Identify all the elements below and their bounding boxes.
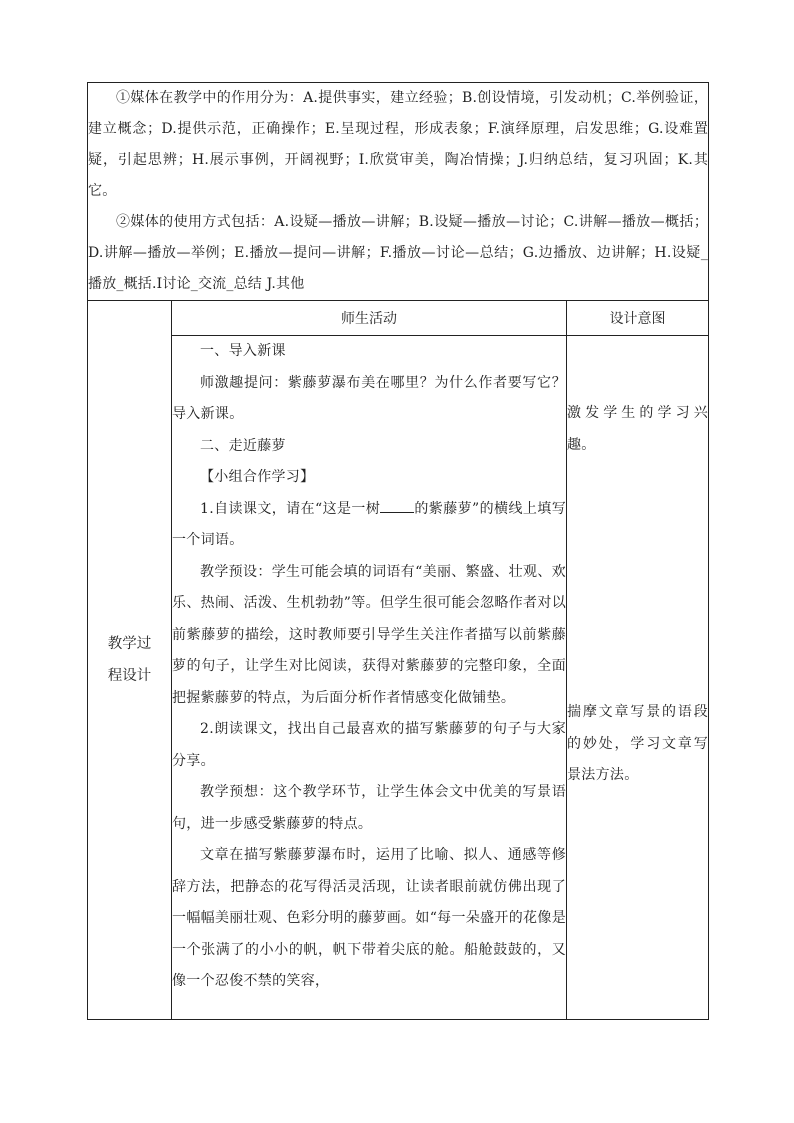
media-notes-cell: [88, 83, 709, 301]
activity-p3: 二、走近藤萝: [200, 437, 286, 454]
intro-row: [88, 83, 709, 301]
intent-2: 揣摩文章写景的语段的妙处，学习文章写景法方法。: [567, 704, 709, 783]
lesson-plan-sheet: [87, 82, 708, 1020]
header-row: [88, 301, 709, 336]
activity-p8: 教学预想：这个教学环节，让学生体会文中优美的写景语句，进一步感受紫藤萝的特点。: [172, 784, 566, 832]
activity-p1: 一、导入新课: [200, 343, 286, 359]
activity-p6: 教学预设：学生可能会填的词语有“美丽、繁盛、壮观、欢乐、热闹、活泼、生机勃勃”等。但学生很可能会忽略作者对以前紫藤萝的描绘，这时教师要引导学生关注作者描写以前紫藤萝的句子，让学生对比阅读，获得对紫藤萝的完整印象，全面把握紫藤萝的特点，为后面分析作者情感变化做铺垫。: [172, 563, 566, 706]
row-label-cell: [88, 301, 172, 1020]
content-row: [88, 336, 709, 1020]
row-label: 教学过程设计: [107, 636, 152, 684]
activity-p7: 2.朗读课文，找出自己最喜欢的描写紫藤萝的句子与大家分享。: [172, 721, 566, 769]
lesson-plan-table: [87, 82, 709, 1020]
fill-blank-line: [380, 498, 414, 513]
activity-p4: 【小组合作学习】: [200, 469, 315, 485]
activity-p5-start: 1.自读课文，请在“这是一树: [200, 500, 381, 517]
activity-header: 师生活动: [172, 301, 567, 336]
activity-p9: 文章在描写紫藤萝瀑布时，运用了比喻、拟人、通感等修辞方法，把静态的花写得活灵活现，让读者眼前就仿佛出现了一幅幅美丽壮观、色彩分明的藤萝画。如“每一朵盛开的花像是一个张满了的小小的帆，帆下带着尖底的舱。船舱鼓鼓的，又像一个忍俊不禁的笑容，: [172, 847, 566, 989]
media-usage-text: ②媒体的使用方式包括：A.设疑—播放—讲解；B.设疑—播放—讨论；C.讲解—播放—概括；D.讲解—播放—举例；E.播放—提问—讲解；F.播放—讨论—总结；G.边播放、边讲解；H.设疑_播放_概括.I讨论_交流_总结 J.其他: [88, 214, 709, 292]
intent-cell: [567, 336, 709, 1020]
intent-1: 激发学生的学习兴趣。: [567, 405, 709, 453]
activity-p5: [172, 494, 566, 557]
activity-cell: [172, 336, 567, 1020]
activity-p2: 师激趣提问：紫藤萝瀑布美在哪里？为什么作者要写它？导入新课。: [172, 374, 566, 422]
activity-p5-end: 的紫藤萝”的横线上填写一个词语。: [172, 500, 566, 548]
intent-header: 设计意图: [567, 301, 709, 336]
media-roles-text: ①媒体在教学中的作用分为：A.提供事实，建立经验；B.创设情境，引发动机；C.举例验证，建立概念；D.提供示范，正确操作；E.呈现过程，形成表象；F.演绎原理，启发思维；G.设难置疑，引起思辨；H.展示事例，开阔视野；I.欣赏审美，陶冶情操；J.归纳总结，复习巩固；K.其它。: [88, 90, 709, 199]
